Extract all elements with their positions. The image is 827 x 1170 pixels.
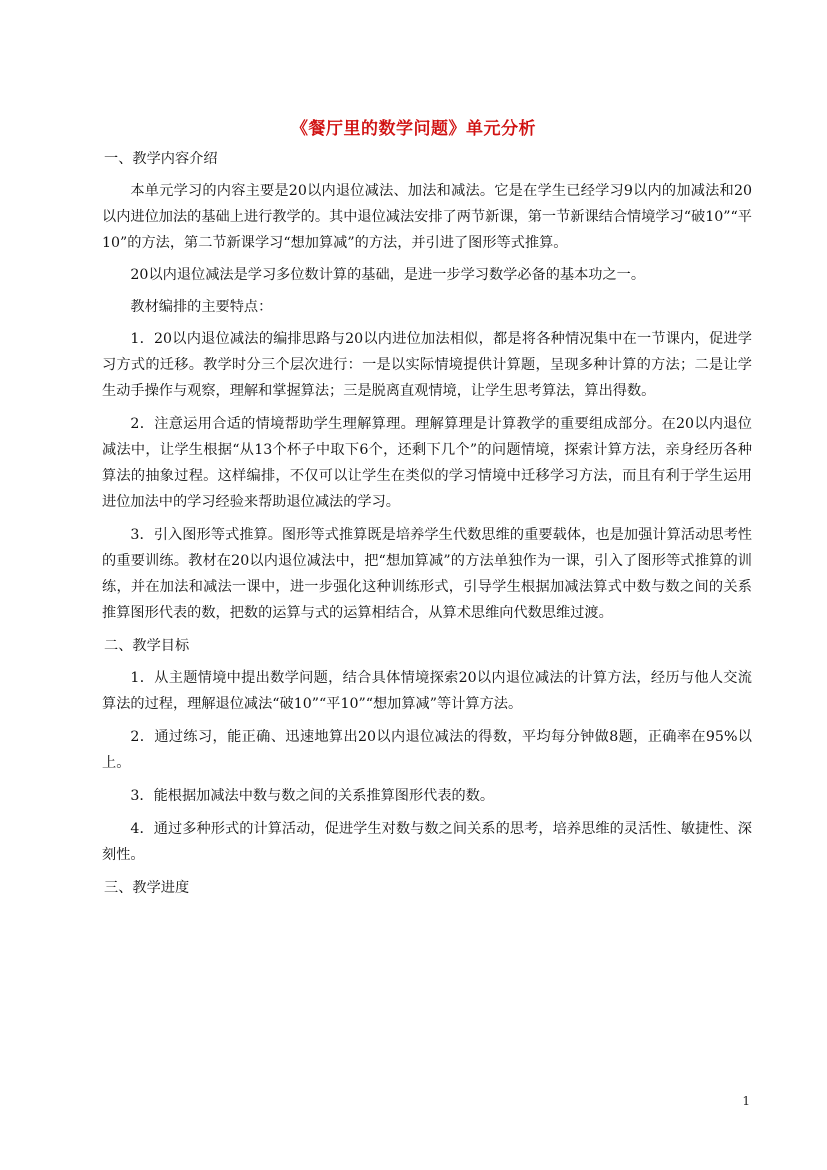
- document-body: [102, 146, 752, 907]
- goal-item-3: 3．能根据加减法中数与数之间的关系推算图形代表的数。: [130, 788, 495, 804]
- paragraph-foundation: 20以内退位减法是学习多位数计算的基础，是进一步学习数学必备的基本功之一。: [130, 267, 646, 283]
- goal-item-1: 1．从主题情境中提出数学问题，结合具体情境探索20以内退位减法的计算方法，经历与他人交流算法的过程，理解退位减法“破10”“平10”“想加算减”等计算方法。: [102, 670, 752, 712]
- goal-item-2: 2．通过练习，能正确、迅速地算出20以内退位减法的得数，平均每分钟做8题，正确率在95%以上。: [102, 729, 752, 771]
- paragraph-unit-overview: 本单元学习的内容主要是20以内退位减法、加法和减法。它是在学生已经学习9以内的加减法和20以内进位加法的基础上进行教学的。其中退位减法安排了两节新课，第一节新课结合情境学习“破10”“平10”的方法，第二节新课学习“想加算减”的方法，并引进了图形等式推算。: [102, 183, 752, 251]
- feature-item-2: 2．注意运用合适的情境帮助学生理解算理。理解算理是计算教学的重要组成部分。在20以内退位减法中，让学生根据“从13个杯子中取下6个，还剩下几个”的问题情境，探索计算方法，亲身经历各种算法的抽象过程。这样编排，不仅可以让学生在类似的学习情境中迁移学习方法，而且有利于学生运用进位加法中的学习经验来帮助退位减法的学习。: [102, 416, 752, 510]
- section-heading-goals: 二、教学目标: [104, 638, 190, 654]
- feature-item-3: 3．引入图形等式推算。图形等式推算既是培养学生代数思维的重要载体，也是加强计算活动思考性的重要训练。教材在20以内退位减法中，把“想加算减”的方法单独作为一课，引入了图形等式推算的训练，并在加法和减法一课中，进一步强化这种训练形式，引导学生根据加减法算式中数与数之间的关系推算图形代表的数，把数的运算与式的运算相结合，从算术思维向代数思维过渡。: [102, 527, 752, 621]
- document-title: 《餐厅里的数学问题》单元分析: [291, 119, 536, 139]
- goal-item-4: 4．通过多种形式的计算活动，促进学生对数与数之间关系的思考，培养思维的灵活性、敏捷性、深刻性。: [102, 821, 752, 863]
- page-number: 1: [742, 1094, 750, 1108]
- paragraph-features-intro: 教材编排的主要特点：: [130, 299, 273, 315]
- feature-item-1: 1．20以内退位减法的编排思路与20以内进位加法相似，都是将各种情况集中在一节课内，促进学习方式的迁移。教学时分三个层次进行：一是以实际情境提供计算题，呈现多种计算的方法；二是让学生动手操作与观察，理解和掌握算法；三是脱离直观情境，让学生思考算法，算出得数。: [102, 331, 752, 399]
- section-heading-progress: 三、教学进度: [104, 880, 190, 896]
- section-heading-content-intro: 一、教学内容介绍: [104, 151, 218, 167]
